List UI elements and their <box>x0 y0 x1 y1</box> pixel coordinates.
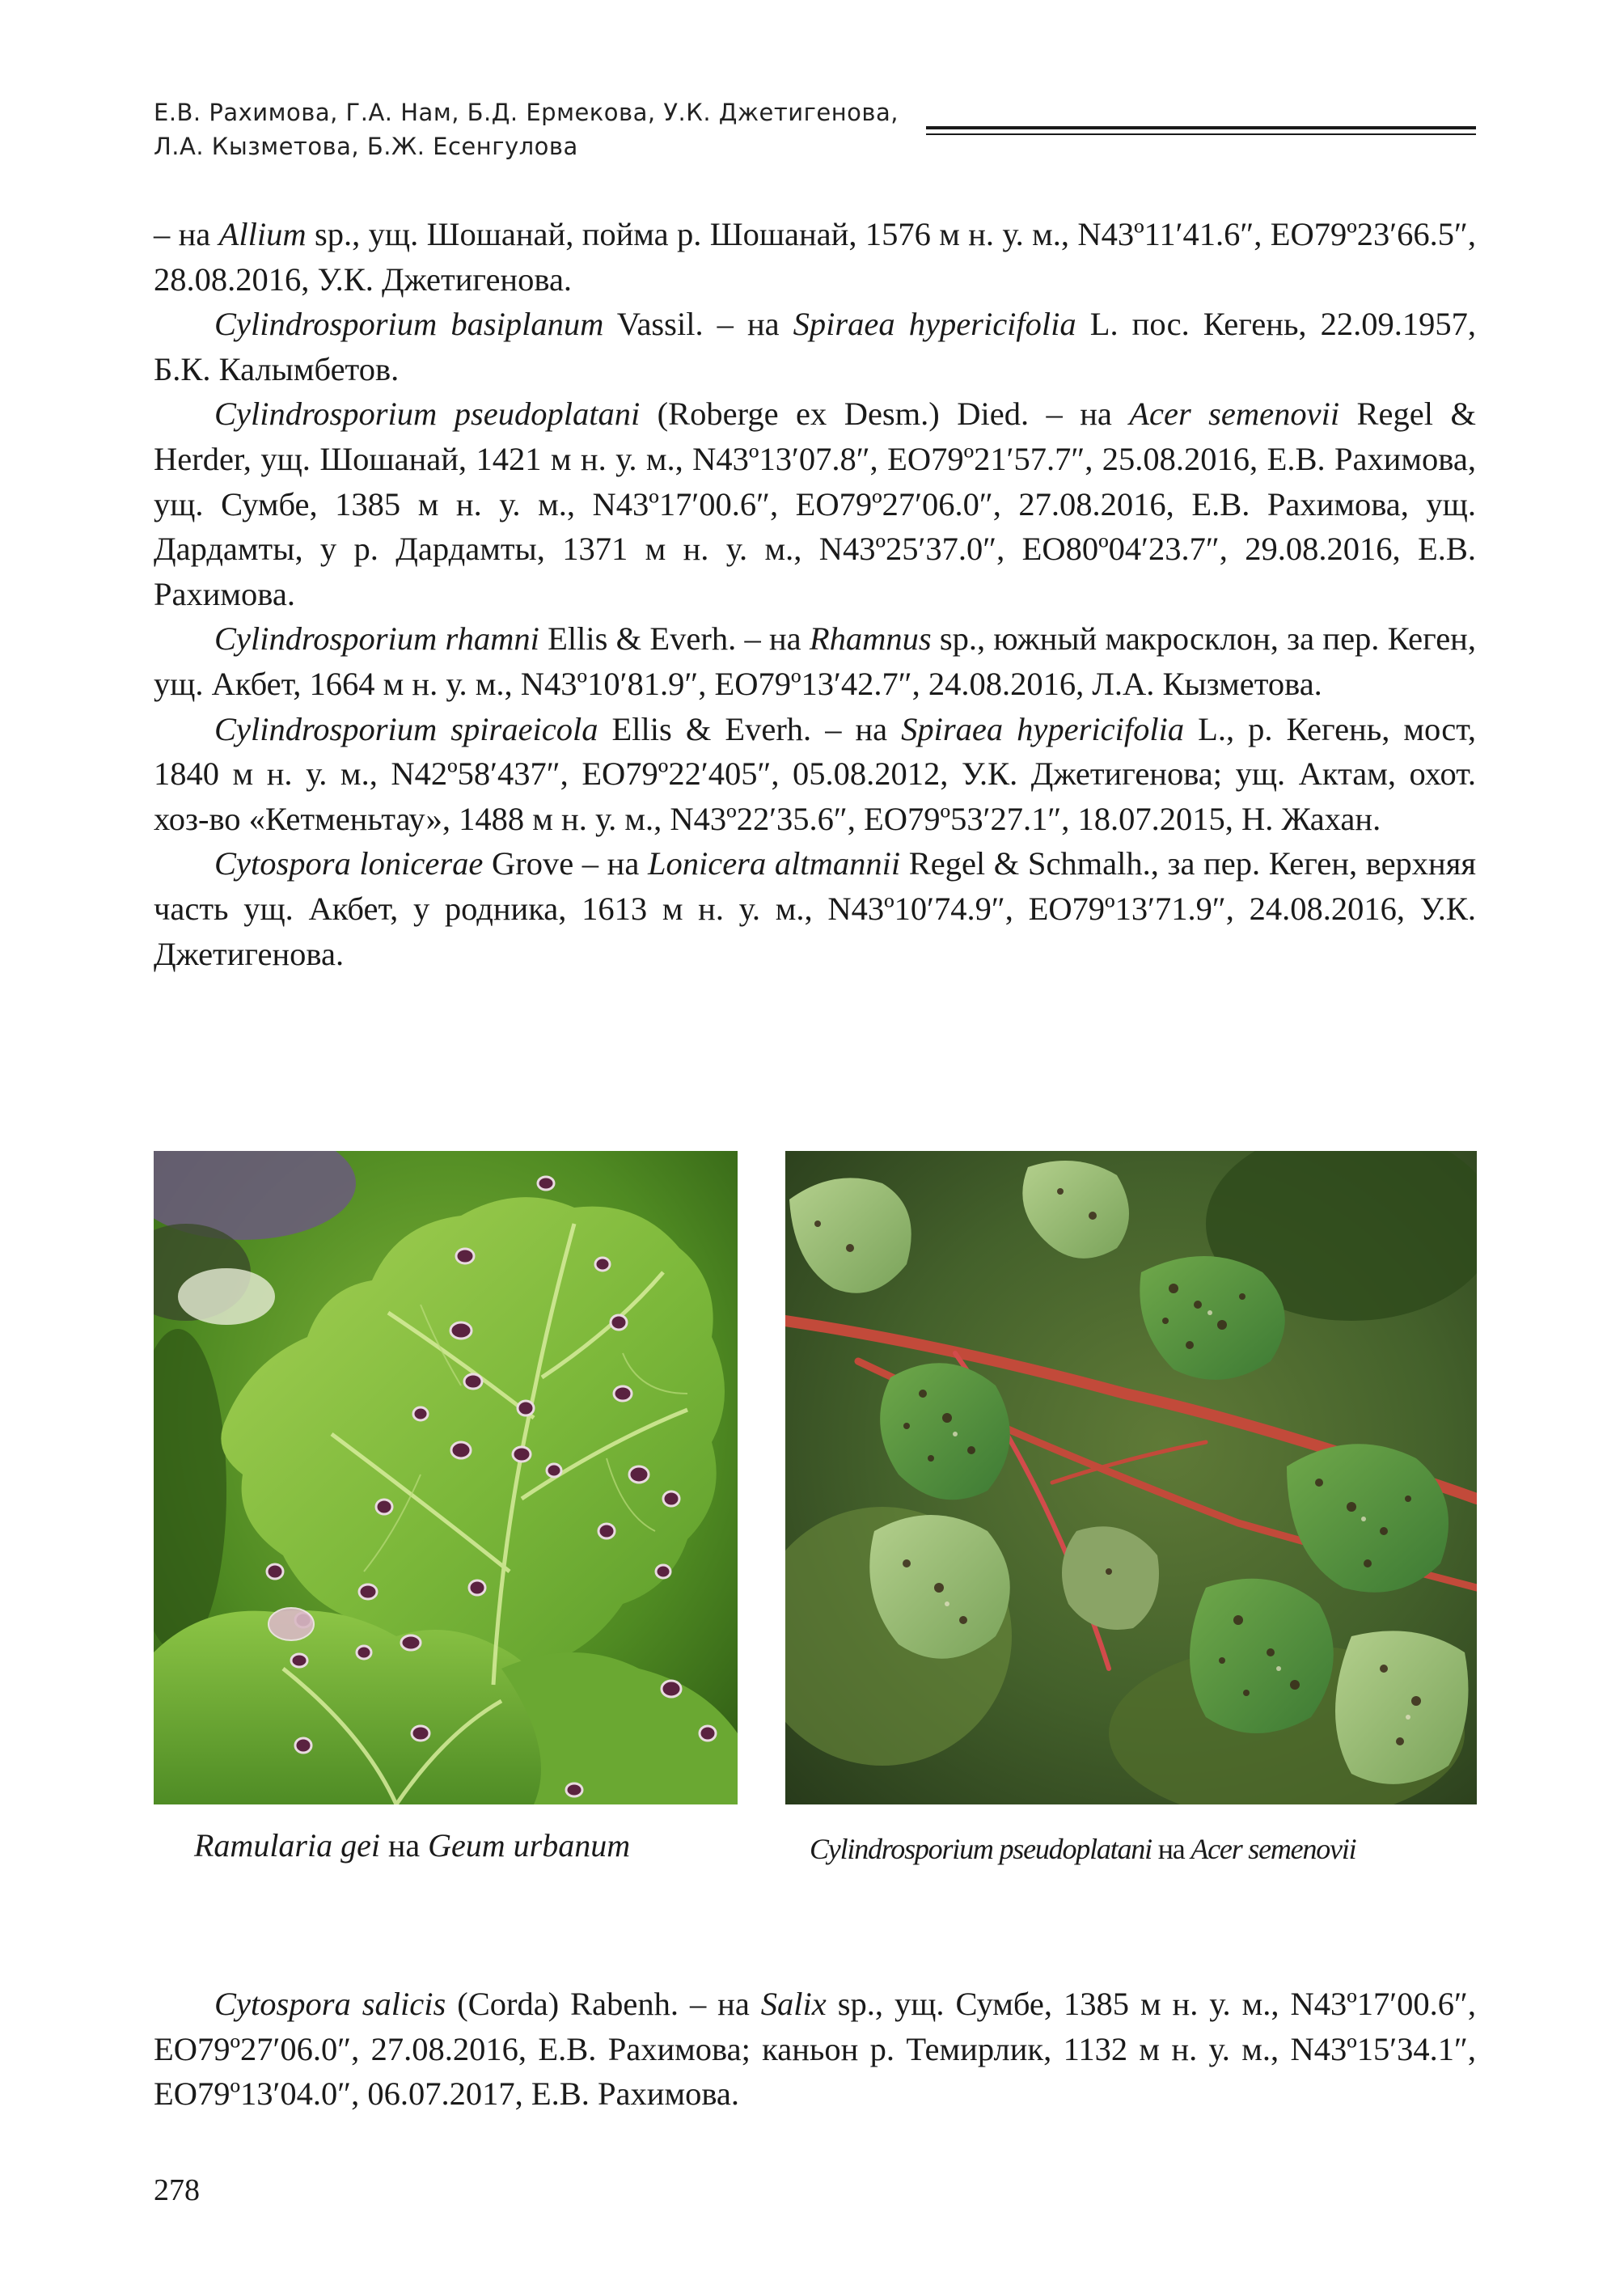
header-rule-thin <box>926 133 1476 135</box>
entry-cylindrosporium-basiplanum: Cylindrosporium basiplanum Vassil. – на Spiraea hypericifolia L. пос. Кегень, 22.09.1957, Б.К. Калымбетов. <box>154 306 1476 387</box>
host-name: Allium <box>218 216 307 252</box>
body-text-top <box>154 212 1476 976</box>
header-rule-thick <box>926 126 1476 129</box>
body-text-bottom <box>154 1982 1476 2117</box>
host-name: Spiraea hypericifolia <box>793 306 1076 343</box>
species-name: Cylindrosporium rhamni <box>214 620 539 658</box>
species-name: Cylindrosporium pseudoplatani <box>214 396 641 433</box>
figure-caption-right: Cylindrosporium pseudoplatani на Acer semenovii <box>810 1833 1356 1865</box>
host-name: Spiraea hypericifolia <box>901 710 1185 747</box>
caption-species: Ramularia gei <box>194 1827 380 1864</box>
entry-continuation: – на Allium sp., ущ. Шошанай, пойма р. Шошанай, 1576 м н. у. м., N43º11′41.6″, ЕО79º23′66.5″, 28.08.2016, У.К. Джетигенова. <box>154 216 1477 298</box>
host-name: Acer semenovii <box>1129 396 1340 433</box>
entry-cytospora-lonicerae: Cytospora lonicerae Grove – на Lonicera altmannii Regel & Schmalh., за пер. Кеген, верхняя часть ущ. Акбет, у родника, 1613 м н. у. м., N43º10′74.9″, ЕО79º13′71.9″, 24.08.2016, У.К. Джетигенова. <box>154 845 1476 972</box>
running-header-authors <box>154 95 922 163</box>
entry-cytospora-salicis: Cytospora salicis (Corda) Rabenh. – на Salix sp., ущ. Сумбе, 1385 м н. у. м., N43º17′00.6″, ЕО79º27′06.0″, 27.08.2016, Е.В. Рахимова; каньон р. Темирлик, 1132 м н. у. м., N43º15′34.1″, ЕО79º13′04.0″, 06.07.2017, Е.В. Рахимова. <box>154 1986 1476 2113</box>
authors-line-2: Л.А. Кызметова, Б.Ж. Есенгулова <box>154 133 578 160</box>
page-number: 278 <box>154 2173 200 2207</box>
species-name: Cytospora lonicerae <box>214 845 484 882</box>
caption-host: Geum urbanum <box>428 1827 631 1864</box>
authors-line-1: Е.В. Рахимова, Г.А. Нам, Б.Д. Ермекова, У.К. Джетигенова, <box>154 99 899 126</box>
species-name: Cylindrosporium spiraeicola <box>214 710 598 747</box>
host-name: Lonicera altmannii <box>647 845 901 882</box>
entry-cylindrosporium-rhamni: Cylindrosporium rhamni Ellis & Everh. – на Rhamnus sp., южный макросклон, за пер. Кеген, ущ. Акбет, 1664 м н. у. м., N43º10′81.9″, ЕО79º13′42.7″, 24.08.2016, Л.А. Кызметова. <box>154 620 1476 702</box>
caption-host: Acer semenovii <box>1191 1833 1356 1865</box>
photo-ramularia-gei <box>154 1151 738 1804</box>
entry-cylindrosporium-pseudoplatani: Cylindrosporium pseudoplatani (Roberge ex Desm.) Died. – на Acer semenovii Regel & Herder, ущ. Шошанай, 1421 м н. у. м., N43º13′07.8″, ЕО79º21′57.7″, 25.08.2016, Е.В. Рахимова, ущ. Сумбе, 1385 м н. у. м., N43º17′00.6″, ЕО79º27′06.0″, 27.08.2016, Е.В. Рахимова, ущ. Дардамты, у р. Дардамты, 1371 м н. у. м., N43º25′37.0″, ЕО80º04′23.7″, 29.08.2016, Е.В. Рахимова. <box>154 396 1476 612</box>
figure-caption-left: Ramularia gei на Geum urbanum <box>194 1827 631 1864</box>
entry-cylindrosporium-spiraeicola: Cylindrosporium spiraeicola Ellis & Everh. – на Spiraea hypericifolia L., р. Кегень, мост, 1840 м н. у. м., N42º58′437″, ЕО79º22′405″, 05.08.2012, У.К. Джетигенова; ущ. Актам, охот. хоз-во «Кетменьтау», 1488 м н. у. м., N43º22′35.6″, ЕО79º53′27.1″, 18.07.2015, Н. Жахан. <box>154 710 1476 837</box>
species-name: Cylindrosporium basiplanum <box>214 306 604 343</box>
host-name: Salix <box>760 1986 827 2022</box>
host-name: Rhamnus <box>809 620 932 658</box>
species-name: Cytospora salicis <box>214 1986 446 2022</box>
photo-cylindrosporium-pseudoplatani <box>785 1151 1477 1804</box>
caption-species: Cylindrosporium pseudoplatani <box>810 1833 1152 1865</box>
